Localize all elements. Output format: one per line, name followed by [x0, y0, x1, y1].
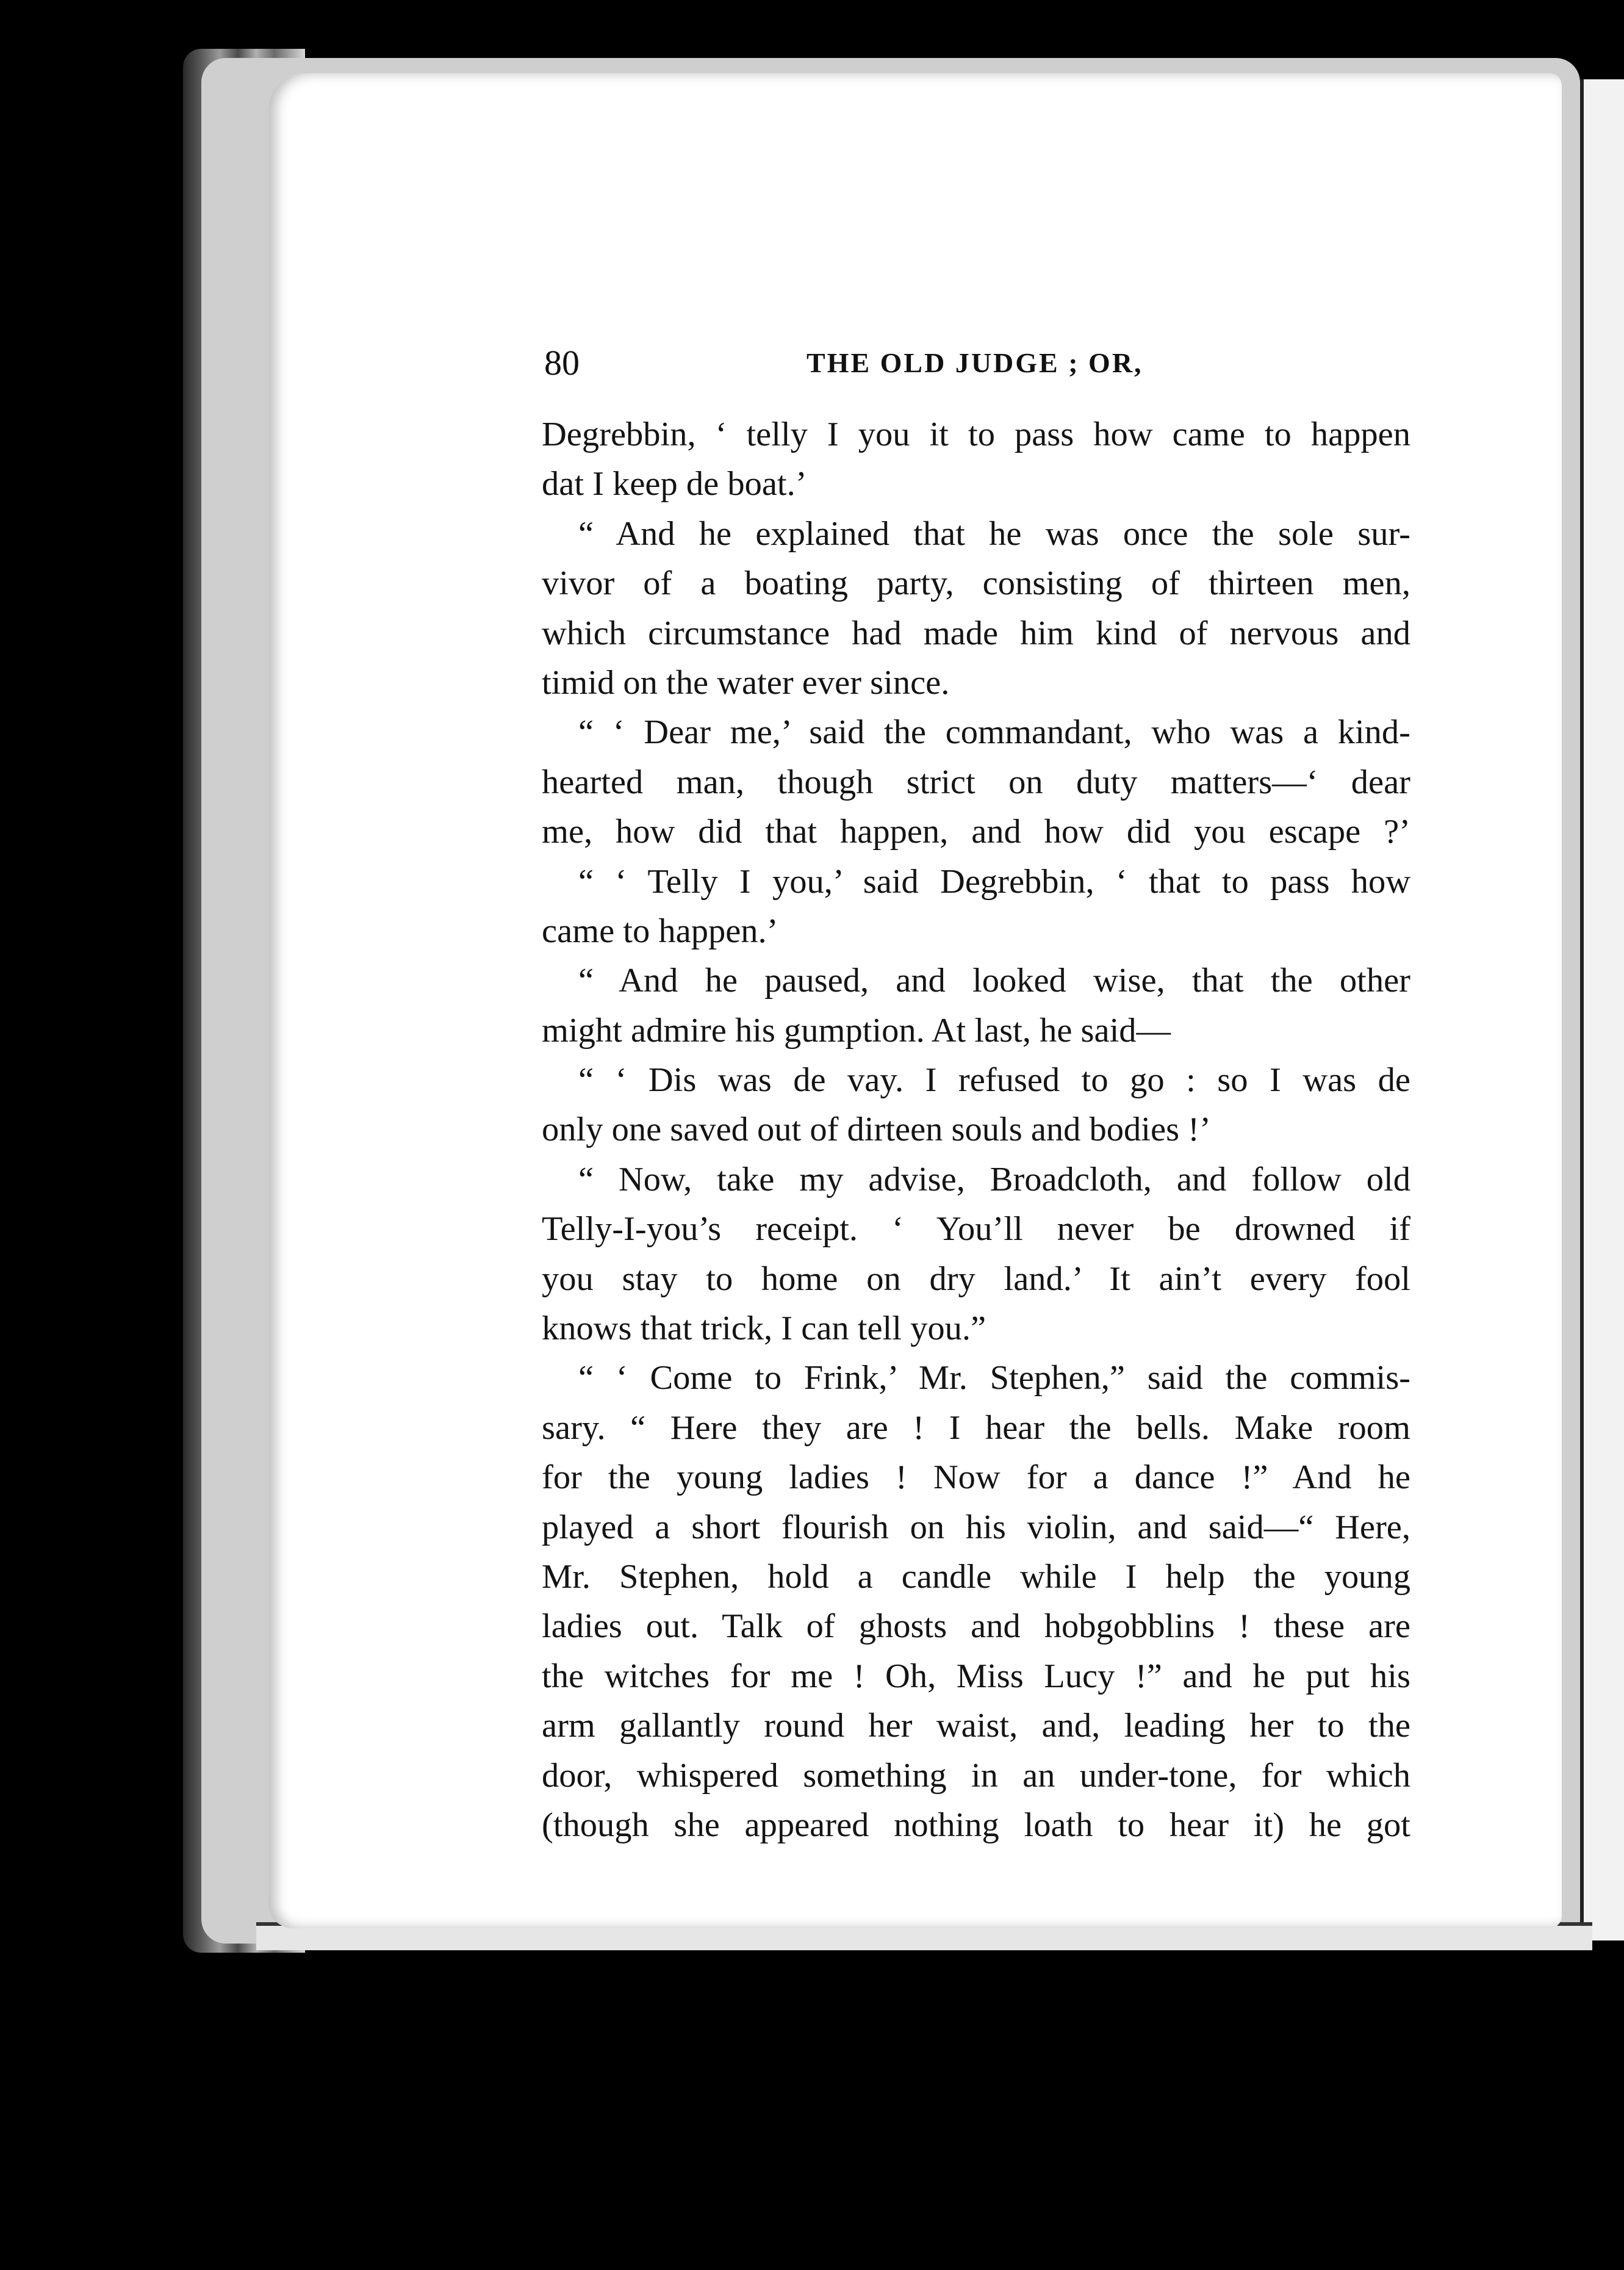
text-line: “ ‘ Dear me,’ said the commandant, who was a kind-: [578, 713, 1410, 752]
facing-page-edge: [1580, 79, 1624, 1940]
running-head: THE OLD JUDGE ; OR,: [807, 347, 1143, 378]
text-line: “ ‘ Come to Frink,’ Mr. Stephen,” said the commis-: [578, 1359, 1410, 1397]
text-line: might admire his gumption. At last, he said—: [542, 1011, 1171, 1050]
text-line: which circumstance had made him kind of nervous and: [542, 614, 1410, 652]
text-line: Degrebbin, ‘ telly I you it to pass how came to happen: [542, 416, 1410, 453]
text-line: vivor of a boating party, consisting of thirteen men,: [542, 564, 1410, 603]
text-line: sary. “ Here they are ! I hear the bells. Make room: [542, 1408, 1410, 1447]
text-line: timid on the water ever since.: [542, 663, 950, 702]
text-line: “ And he explained that he was once the sole sur-: [578, 514, 1410, 553]
text-line: knows that trick, I can tell you.”: [542, 1310, 986, 1348]
text-line: played a short flourish on his violin, and said—“ Here,: [542, 1508, 1410, 1546]
page-header: [544, 336, 1410, 391]
text-line: Telly-I-you’s receipt. ‘ You’ll never be drowned if: [542, 1210, 1410, 1248]
text-line: “ And he paused, and looked wise, that the other: [578, 962, 1410, 1000]
text-line: you stay to home on dry land.’ It ain’t every fool: [542, 1259, 1410, 1298]
text-line: me, how did that happen, and how did you escape ?’: [542, 813, 1410, 851]
text-line: “ ‘ Telly I you,’ said Degrebbin, ‘ that to pass how: [578, 862, 1410, 901]
text-line: door, whispered something in an under-tone, for which: [542, 1756, 1410, 1795]
page-number: 80: [544, 343, 580, 383]
text-line: “ ‘ Dis was de vay. I refused to go : so I was de: [578, 1061, 1410, 1100]
text-line: ladies out. Talk of ghosts and hobgobblins ! these are: [542, 1607, 1410, 1646]
text-line: hearted man, though strict on duty matters—‘ dear: [542, 763, 1410, 801]
text-line: dat I keep de boat.’: [542, 465, 807, 503]
text-line: only one saved out of dirteen souls and bodies !’: [542, 1111, 1211, 1149]
text-line: (though she appeared nothing loath to hear it) he got: [542, 1806, 1410, 1844]
body-text: [542, 410, 1410, 1850]
text-line: came to happen.’: [542, 912, 778, 950]
text-line: the witches for me ! Oh, Miss Lucy !” and he put his: [542, 1657, 1410, 1695]
text-line: for the young ladies ! Now for a dance !” And he: [542, 1458, 1410, 1497]
text-line: “ Now, take my advise, Broadcloth, and follow old: [578, 1160, 1410, 1198]
text-line: Mr. Stephen, hold a candle while I help the young: [542, 1557, 1410, 1596]
text-line: arm gallantly round her waist, and, leading her to the: [542, 1707, 1410, 1745]
